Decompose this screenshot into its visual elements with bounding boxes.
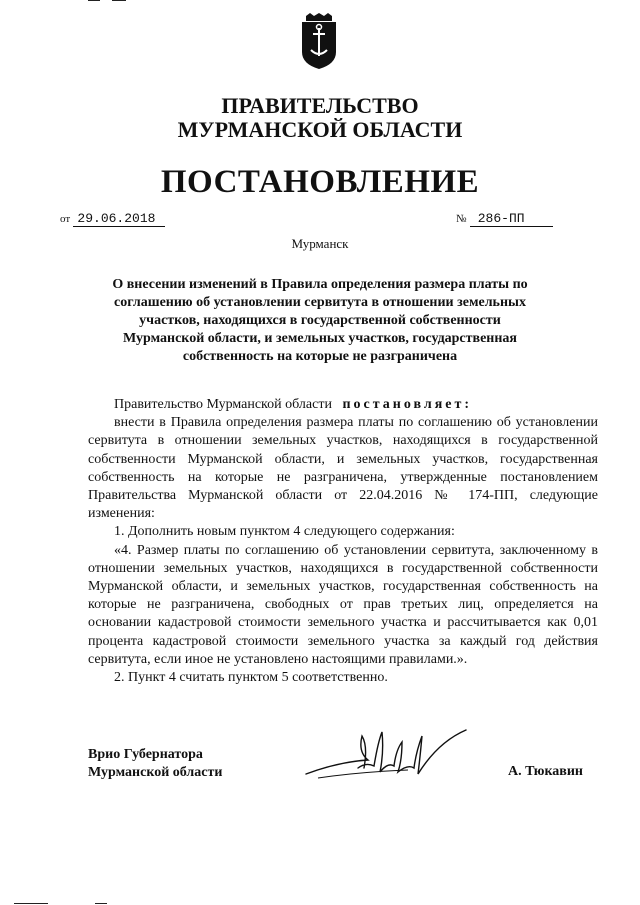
number-prefix: № (456, 213, 467, 225)
scan-mark (88, 0, 100, 1)
subject-line: соглашению об установлении сервитута в отношении земельных (114, 295, 526, 310)
date-value: 29.06.2018 (73, 212, 165, 227)
body-paragraph-1: внести в Правила определения размера платы по соглашению об установлении сервитута в отношении земельных участков, находящихся в государственной собственности Мурманской области, и земельных участков, государственная собственность на которые не разграничена, утвержденные постановлением Правительства Мурманской области от 22.04.2016 № 174-ПП, следующие изменения: (88, 415, 598, 522)
subject-line: участков, находящихся в государственной собственности (139, 313, 501, 328)
coat-of-arms-emblem (300, 12, 338, 70)
subject-line: собственность на которые не разграничена (182, 349, 458, 364)
number-value: 286-ПП (470, 212, 553, 227)
date-prefix: от (60, 213, 71, 225)
scan-mark (14, 903, 48, 904)
signatory-title-line1: Врио Губернатора (88, 747, 203, 762)
handwritten-signature (298, 722, 468, 792)
scan-mark (95, 903, 107, 904)
intro-text: Правительство Мурманской области (114, 397, 332, 412)
org-name-line2: МУРМАНСКОЙ ОБЛАСТИ (177, 117, 463, 142)
intro-paragraph (88, 396, 598, 414)
subject-line: Мурманской области, и земельных участков, государственная (122, 331, 518, 346)
document-number (456, 210, 553, 227)
body-paragraph-2: 1. Дополнить новым пунктом 4 следующего содержания: (114, 524, 455, 540)
signatory-name: А. Тюкавин (508, 764, 583, 779)
document-type-title: ПОСТАНОВЛЕНИЕ (160, 164, 480, 200)
city: Мурманск (291, 236, 349, 251)
subject-line: О внесении изменений в Правила определения размера платы по (112, 277, 528, 292)
document-date (60, 210, 165, 227)
body-paragraph-4: 2. Пункт 4 считать пунктом 5 соответственно. (114, 670, 388, 686)
decides-word: постановляет: (342, 397, 473, 412)
signatory-title-line2: Мурманской области (88, 765, 223, 780)
signatory-title (88, 746, 222, 782)
scan-mark (112, 0, 126, 1)
body-paragraph-3: «4. Размер платы по соглашению об установлении сервитута, заключенному в отношении земельных участков, находящихся в государственной собственности Мурманской области, и земельных участков, государственная собственность на которые не разграничена, свободных от прав третьих лиц, определяется на основании кадастровой стоимости земельного участка и рассчитывается как 0,01 процента кадастровой стоимости земельного участка за каждый год действия сервитута, если иное не установлено настоящими правилами.». (88, 542, 598, 667)
org-name-line1: ПРАВИТЕЛЬСТВО (221, 93, 419, 118)
document-body (88, 396, 598, 687)
document-subject (110, 276, 530, 366)
